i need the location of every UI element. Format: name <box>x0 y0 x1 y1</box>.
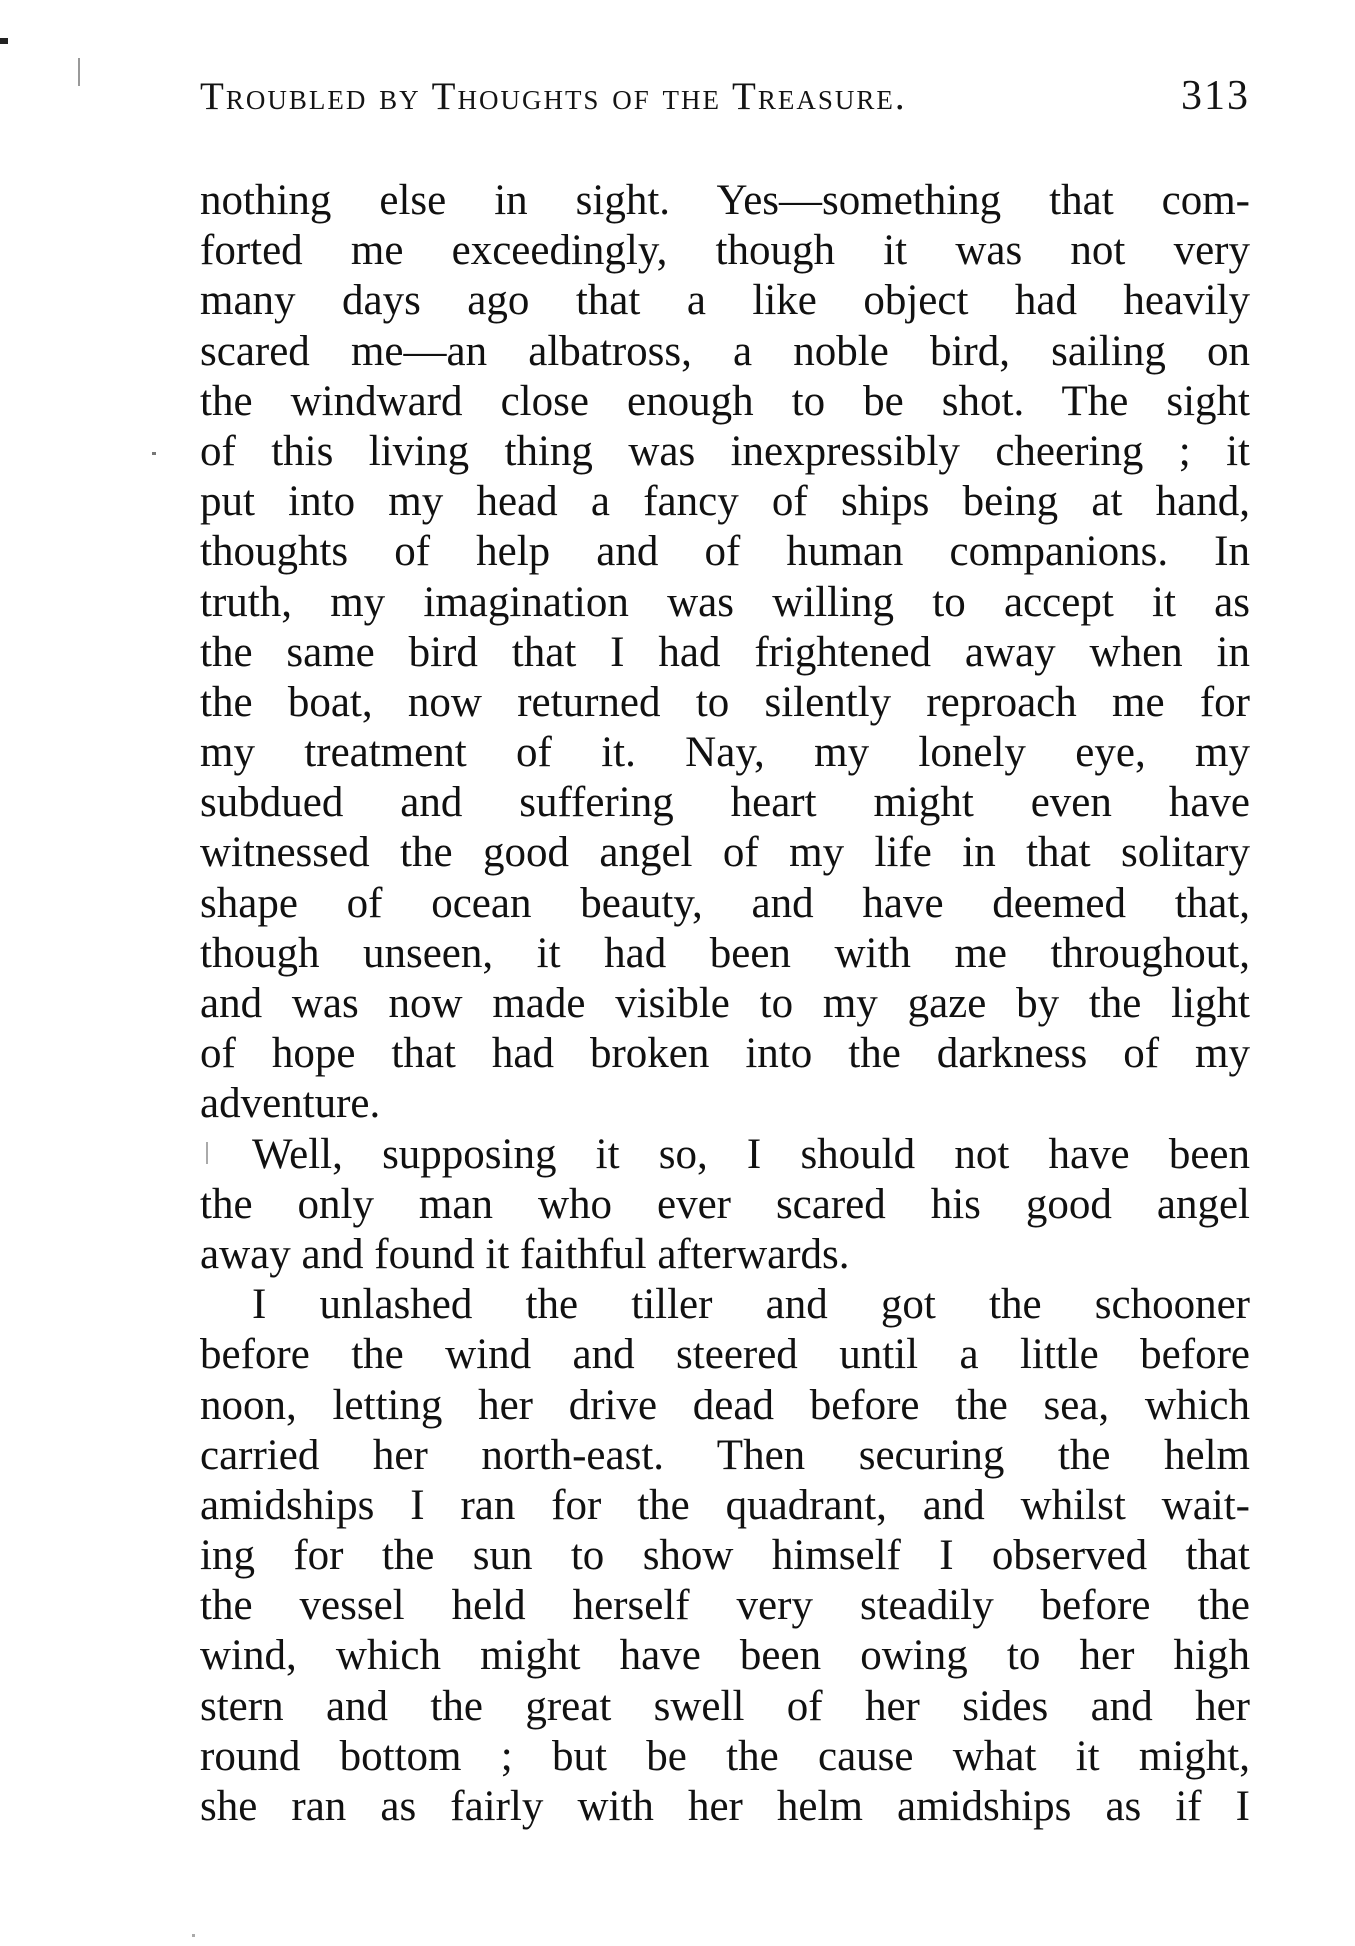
text-line: put into my head a fancy of ships being at hand, <box>200 478 1250 526</box>
text-line: shape of ocean beauty, and have deemed that, <box>200 879 1250 927</box>
text-line: Well, supposing it so, I should not have been <box>252 1130 1250 1178</box>
text-line: scared me—an albatross, a noble bird, sailing on <box>200 327 1250 375</box>
text-line: truth, my imagination was willing to accept it as <box>200 578 1250 626</box>
running-head <box>200 72 1250 132</box>
text-line: nothing else in sight. Yes—something that com- <box>200 177 1250 224</box>
text-line: away and found it faithful afterwards. <box>200 1230 850 1278</box>
text-line: round bottom ; but be the cause what it might, <box>200 1732 1250 1780</box>
text-line: forted me exceedingly, though it was not very <box>200 227 1250 275</box>
text-line: the boat, now returned to silently reproach me for <box>200 678 1250 726</box>
text-line: the vessel held herself very steadily before the <box>200 1582 1250 1630</box>
text-line: adventure. <box>200 1080 381 1128</box>
margin-mark <box>152 452 156 455</box>
text-line: though unseen, it had been with me throughout, <box>200 929 1250 977</box>
text-line: noon, letting her drive dead before the sea, which <box>200 1381 1250 1429</box>
text-line: I unlashed the tiller and got the schooner <box>252 1281 1250 1329</box>
text-line: carried her north-east. Then securing the helm <box>200 1431 1250 1479</box>
text-line: my treatment of it. Nay, my lonely eye, my <box>200 729 1250 777</box>
text-line: witnessed the good angel of my life in that solitary <box>200 829 1250 877</box>
margin-mark <box>78 58 80 86</box>
text-line: stern and the great swell of her sides and her <box>200 1682 1250 1730</box>
text-line: the only man who ever scared his good angel <box>200 1180 1250 1228</box>
running-title: Troubled by Thoughts of the Treasure. <box>200 75 907 118</box>
margin-mark <box>192 1934 195 1937</box>
text-line: subdued and suffering heart might even have <box>200 779 1250 827</box>
text-line: amidships I ran for the quadrant, and whilst wait- <box>200 1481 1250 1529</box>
text-line: and was now made visible to my gaze by the light <box>200 980 1250 1027</box>
text-line: the same bird that I had frightened away when in <box>200 628 1250 676</box>
text-line: the windward close enough to be shot. The sight <box>200 377 1250 425</box>
text-line: ing for the sun to show himself I observed that <box>200 1532 1250 1580</box>
text-line: before the wind and steered until a little before <box>200 1331 1250 1379</box>
page-number: 313 <box>1181 73 1250 119</box>
text-line: of hope that had broken into the darkness of my <box>200 1030 1250 1078</box>
text-line: thoughts of help and of human companions. In <box>200 528 1250 576</box>
text-line: of this living thing was inexpressibly cheering ; it <box>200 427 1250 475</box>
text-line: she ran as fairly with her helm amidships as if I <box>200 1783 1250 1830</box>
margin-mark <box>0 38 8 44</box>
body-text <box>200 176 1250 1832</box>
text-line: many days ago that a like object had heavily <box>200 277 1250 325</box>
text-line: wind, which might have been owing to her high <box>200 1632 1250 1680</box>
